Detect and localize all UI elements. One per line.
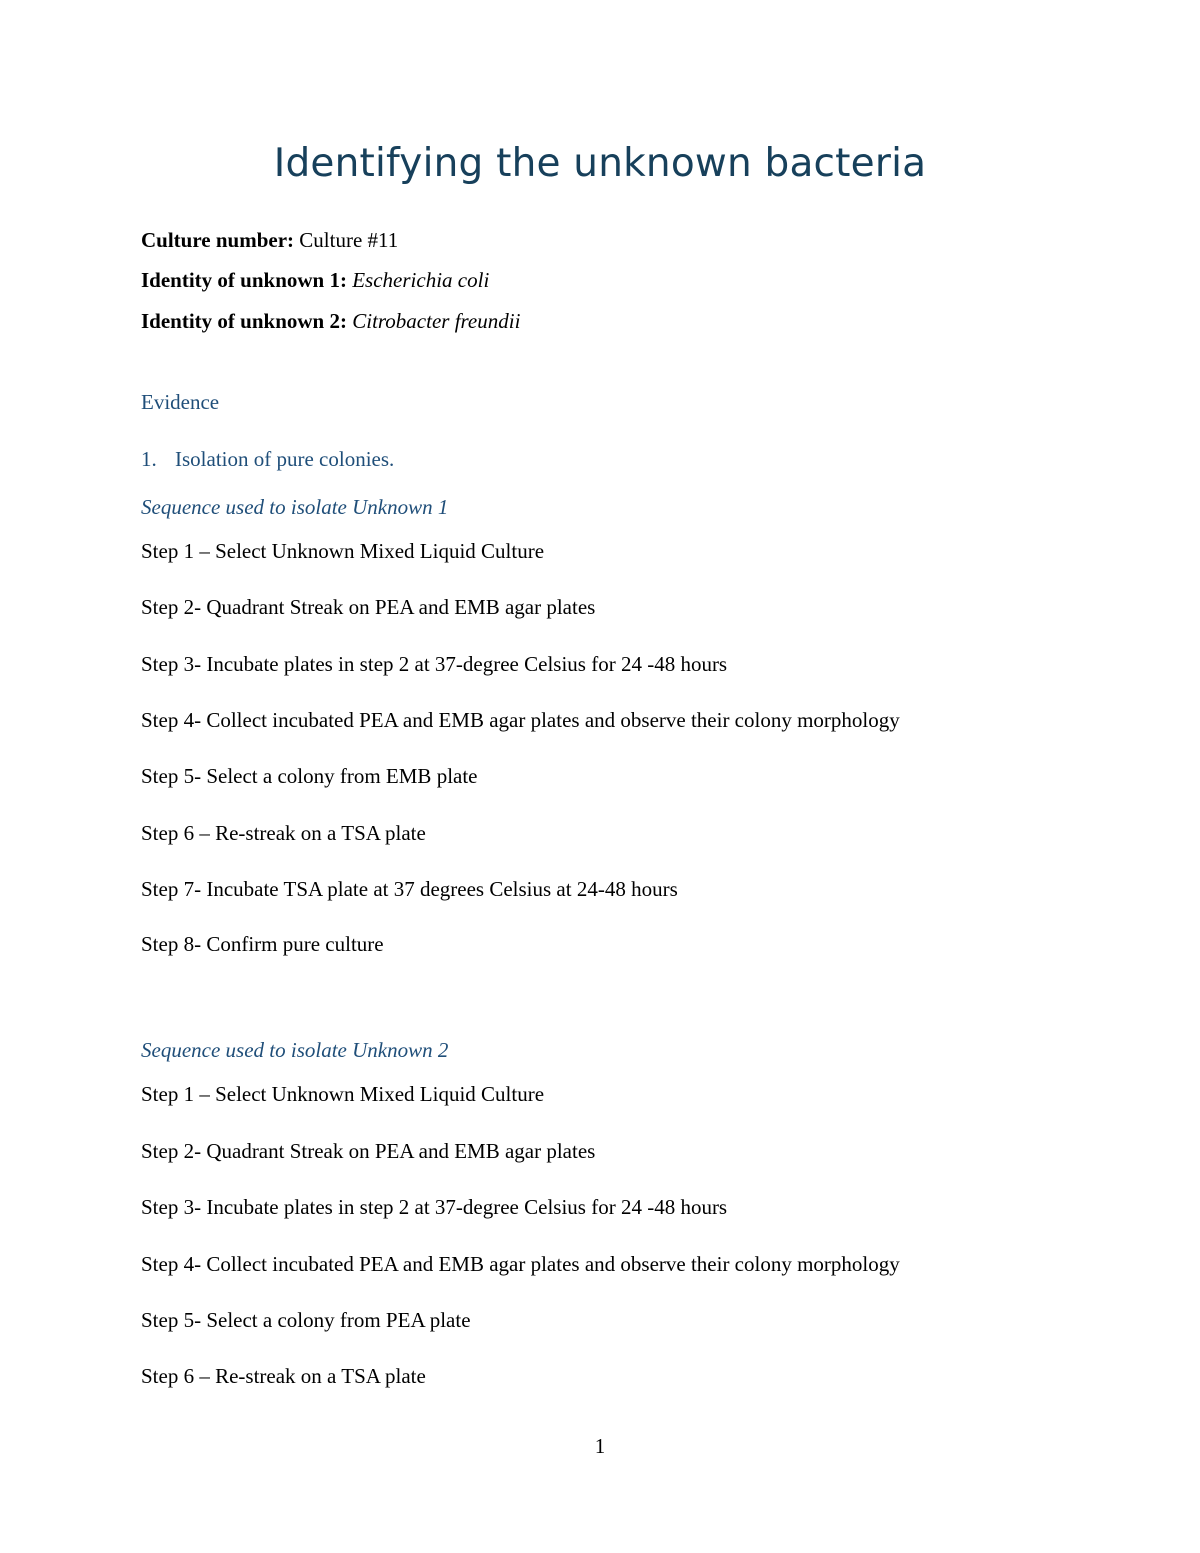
sequence-2-heading: Sequence used to isolate Unknown 2 [141, 1038, 449, 1062]
sequence-2-step: Step 6 – Re-streak on a TSA plate [141, 1364, 426, 1388]
unknown-1-label: Identity of unknown 1: [141, 268, 347, 292]
sequence-1-step: Step 8- Confirm pure culture [141, 932, 384, 956]
sequence-1-step: Step 1 – Select Unknown Mixed Liquid Culture [141, 539, 545, 563]
sequence-2-step: Step 5- Select a colony from PEA plate [141, 1308, 471, 1332]
sequence-2-step: Step 3- Incubate plates in step 2 at 37-degree Celsius for 24 -48 hours [141, 1195, 728, 1219]
section-1-heading [141, 445, 394, 473]
sequence-2-step: Step 2- Quadrant Streak on PEA and EMB agar plates [141, 1139, 596, 1163]
unknown-1-line [141, 266, 489, 294]
evidence-heading: Evidence [141, 390, 220, 414]
sequence-2-step: Step 4- Collect incubated PEA and EMB agar plates and observe their colony morphology [141, 1252, 900, 1276]
section-1-number: 1. [141, 447, 157, 471]
section-1-text: Isolation of pure colonies. [175, 447, 395, 471]
culture-number-line [141, 226, 398, 254]
sequence-1-step: Step 2- Quadrant Streak on PEA and EMB agar plates [141, 595, 596, 619]
unknown-2-value: Citrobacter freundii [352, 309, 521, 333]
sequence-1-step: Step 5- Select a colony from EMB plate [141, 764, 478, 788]
unknown-1-value: Escherichia coli [352, 268, 490, 292]
unknown-2-line [141, 307, 520, 335]
sequence-1-step: Step 6 – Re-streak on a TSA plate [141, 821, 426, 845]
culture-number-value: Culture #11 [299, 228, 399, 252]
document-title: Identifying the unknown bacteria [273, 141, 927, 186]
page-number: 1 [594, 1434, 606, 1458]
sequence-1-step: Step 3- Incubate plates in step 2 at 37-degree Celsius for 24 -48 hours [141, 652, 728, 676]
sequence-1-heading: Sequence used to isolate Unknown 1 [141, 495, 449, 519]
sequence-1-step: Step 7- Incubate TSA plate at 37 degrees Celsius at 24-48 hours [141, 877, 678, 901]
culture-number-label: Culture number: [141, 228, 295, 252]
unknown-2-label: Identity of unknown 2: [141, 309, 347, 333]
sequence-1-step: Step 4- Collect incubated PEA and EMB agar plates and observe their colony morphology [141, 708, 900, 732]
sequence-2-step: Step 1 – Select Unknown Mixed Liquid Culture [141, 1082, 545, 1106]
